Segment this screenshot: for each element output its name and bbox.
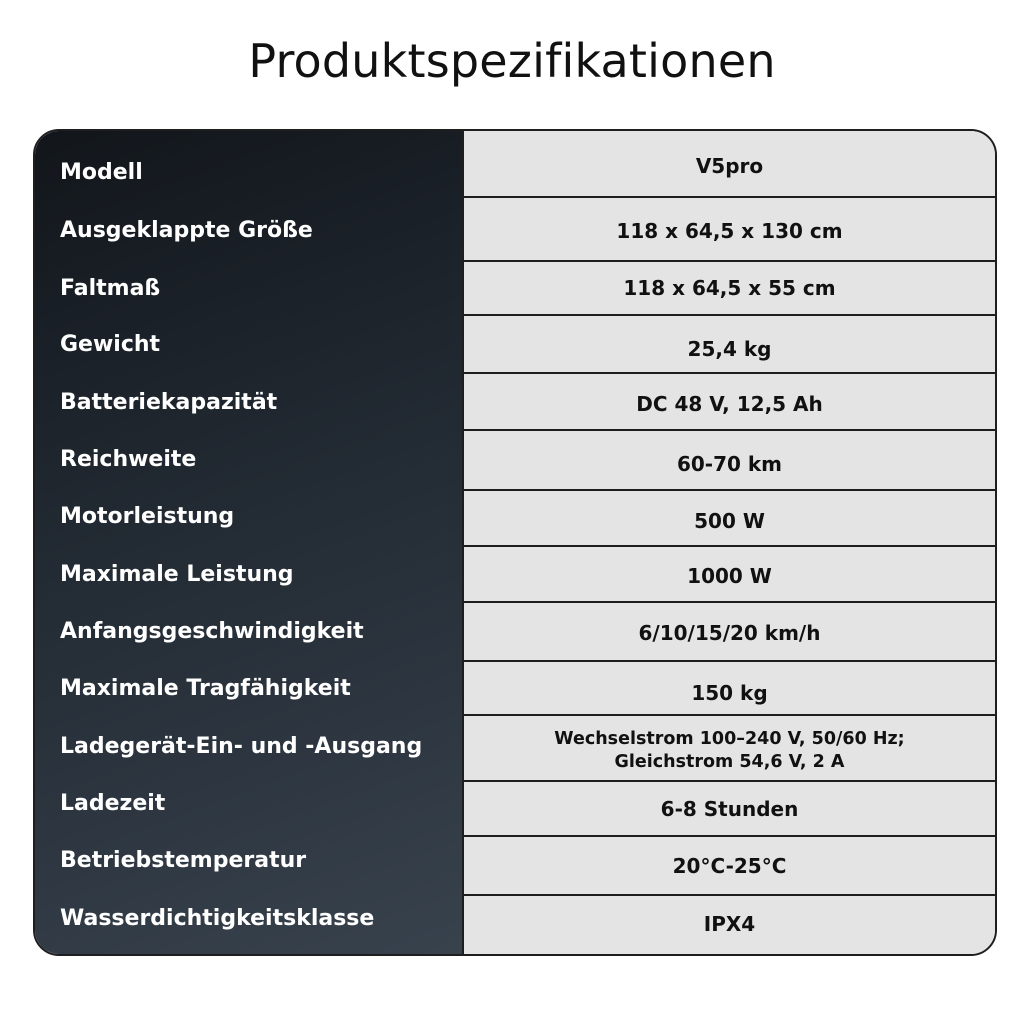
spec-value-reichweite: 60-70 km bbox=[676, 452, 783, 476]
page-title: Produktspezifikationen bbox=[248, 34, 776, 88]
spec-value-modell: V5pro bbox=[695, 154, 764, 178]
spec-value-maximale-tragfaehigkeit: 150 kg bbox=[691, 681, 768, 705]
spec-label-anfangsgeschwindigkeit: Anfangsgeschwindigkeit bbox=[60, 619, 364, 644]
row-divider bbox=[464, 545, 995, 547]
row-divider bbox=[464, 314, 995, 316]
row-divider bbox=[464, 260, 995, 262]
spec-value-betriebstemperatur: 20°C-25°C bbox=[672, 854, 787, 878]
spec-label-ausgeklappte-groesse: Ausgeklappte Größe bbox=[60, 218, 313, 243]
spec-label-ladezeit: Ladezeit bbox=[60, 791, 166, 816]
spec-label-maximale-leistung: Maximale Leistung bbox=[60, 562, 294, 587]
spec-value-anfangsgeschwindigkeit: 6/10/15/20 km/h bbox=[638, 621, 821, 645]
spec-value-gewicht: 25,4 kg bbox=[687, 337, 772, 361]
spec-label-wasserdichtigkeitsklasse: Wasserdichtigkeitsklasse bbox=[60, 906, 375, 931]
row-divider bbox=[464, 196, 995, 198]
spec-value-wasserdichtigkeitsklasse: IPX4 bbox=[703, 912, 756, 936]
spec-value-ladegeraet-line2: Gleichstrom 54,6 V, 2 A bbox=[614, 752, 845, 772]
spec-label-motorleistung: Motorleistung bbox=[60, 504, 235, 529]
spec-value-column bbox=[462, 131, 995, 954]
row-divider bbox=[464, 489, 995, 491]
row-divider bbox=[464, 372, 995, 374]
row-divider bbox=[464, 780, 995, 782]
spec-label-betriebstemperatur: Betriebstemperatur bbox=[60, 848, 307, 873]
spec-value-motorleistung: 500 W bbox=[694, 509, 765, 533]
row-divider bbox=[464, 601, 995, 603]
spec-label-reichweite: Reichweite bbox=[60, 447, 197, 472]
spec-value-maximale-leistung: 1000 W bbox=[687, 564, 772, 588]
spec-label-gewicht: Gewicht bbox=[60, 332, 161, 357]
spec-label-faltmass: Faltmaß bbox=[60, 276, 161, 301]
row-divider bbox=[464, 714, 995, 716]
spec-value-faltmass: 118 x 64,5 x 55 cm bbox=[623, 276, 836, 300]
spec-label-modell: Modell bbox=[60, 160, 143, 185]
row-divider bbox=[464, 894, 995, 896]
row-divider bbox=[464, 660, 995, 662]
row-divider bbox=[464, 429, 995, 431]
spec-label-ladegeraet: Ladegerät-Ein- und -Ausgang bbox=[60, 734, 423, 759]
spec-value-ausgeklappte-groesse: 118 x 64,5 x 130 cm bbox=[616, 219, 843, 243]
spec-value-ladegeraet-line1: Wechselstrom 100–240 V, 50/60 Hz; bbox=[554, 729, 905, 749]
spec-label-batteriekapazitaet: Batteriekapazität bbox=[60, 390, 278, 415]
spec-value-batteriekapazitaet: DC 48 V, 12,5 Ah bbox=[636, 392, 823, 416]
spec-label-column bbox=[35, 131, 462, 954]
spec-label-maximale-tragfaehigkeit: Maximale Tragfähigkeit bbox=[60, 676, 351, 701]
spec-value-ladezeit: 6-8 Stunden bbox=[660, 797, 799, 821]
row-divider bbox=[464, 835, 995, 837]
spec-table bbox=[33, 129, 997, 956]
